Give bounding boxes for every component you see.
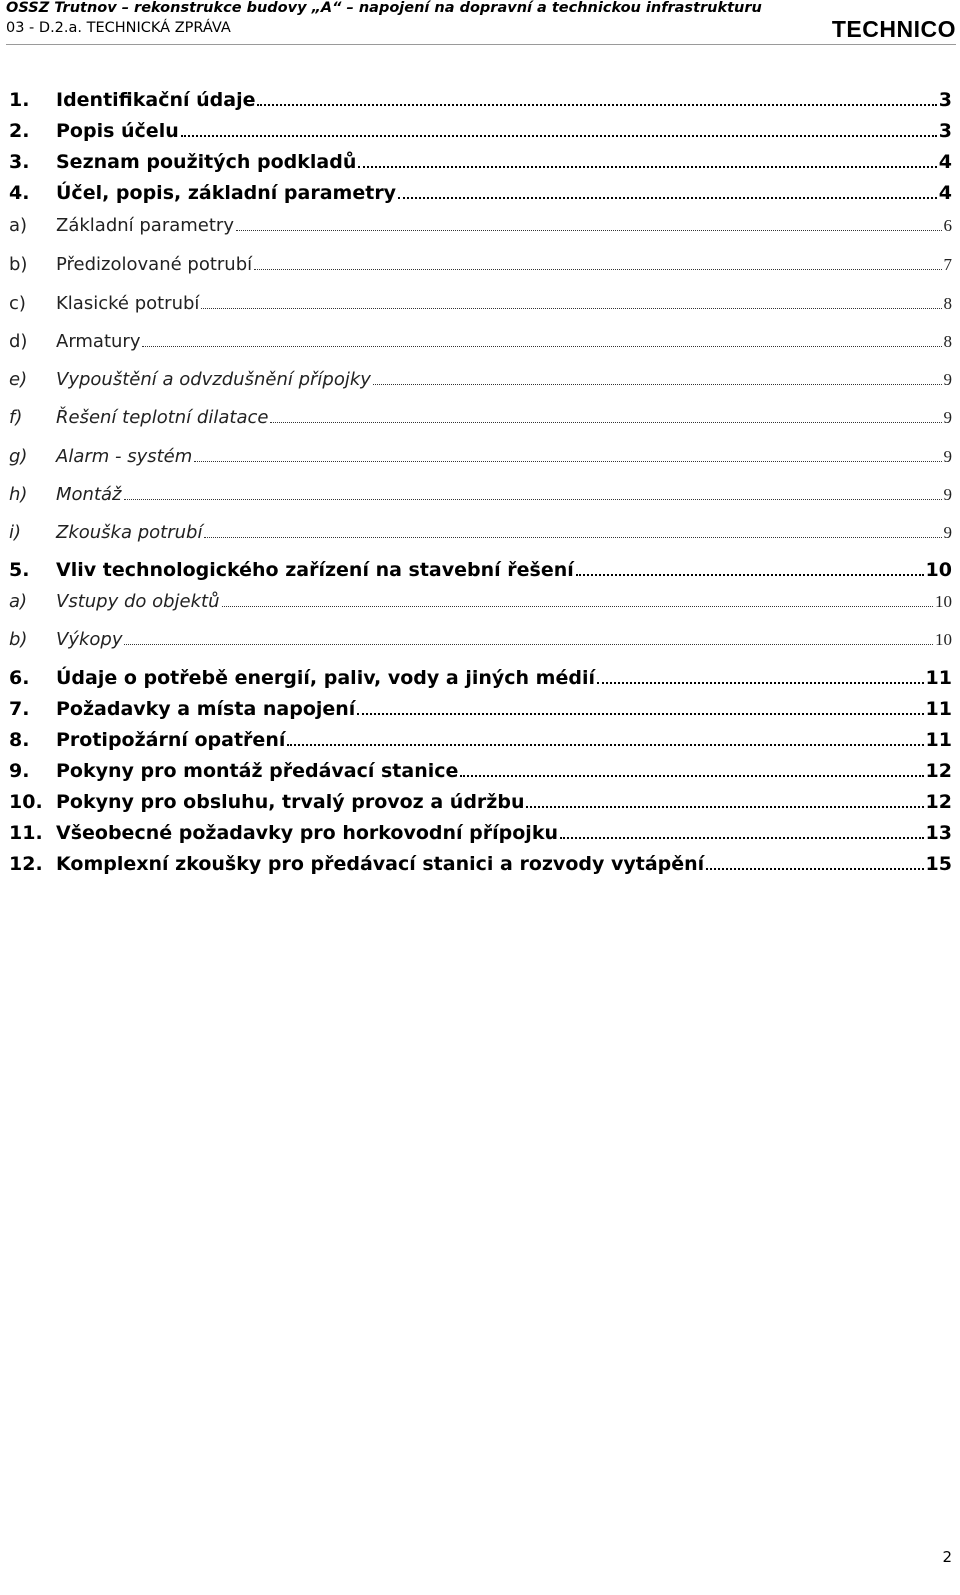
toc-entry-title: Montáž	[56, 484, 122, 505]
toc-entry-number: 9.	[9, 760, 30, 782]
toc-entry-page: 7	[943, 255, 952, 274]
toc-leader-dots	[287, 744, 923, 746]
toc-entry-number: e)	[9, 369, 28, 390]
toc-leader-dots	[257, 104, 936, 106]
toc-entry-page: 8	[943, 294, 952, 313]
toc-entry-title: Údaje o potřebě energií, paliv, vody a jiných médií	[56, 667, 595, 689]
toc-entry-page: 3	[938, 120, 952, 142]
toc-entry-title: Vypouštění a odvzdušnění přípojky	[56, 369, 371, 390]
toc-entry[interactable]	[9, 89, 952, 111]
toc-entry[interactable]	[9, 484, 952, 505]
toc-entry-title: Komplexní zkoušky pro předávací stanici a rozvody vytápění	[56, 853, 705, 875]
toc-entry-number: b)	[9, 254, 28, 275]
toc-entry-number: 7.	[9, 698, 30, 720]
toc-entry[interactable]	[9, 293, 952, 314]
toc-leader-dots	[560, 837, 924, 839]
toc-entry-page: 6	[943, 216, 952, 235]
toc-leader-dots	[194, 461, 941, 462]
toc-entry[interactable]	[9, 559, 952, 581]
toc-entry[interactable]	[9, 729, 952, 751]
toc-entry-title: Alarm - systém	[56, 446, 193, 467]
toc-leader-dots	[236, 230, 942, 231]
toc-entry[interactable]	[9, 331, 952, 352]
toc-entry[interactable]	[9, 591, 952, 612]
toc-leader-dots	[201, 308, 941, 309]
toc-entry-title: Protipožární opatření	[56, 729, 286, 751]
toc-entry-page: 10	[925, 559, 952, 581]
toc-leader-dots	[270, 422, 941, 423]
toc-entry-title: Identifikační údaje	[56, 89, 256, 111]
toc-entry-page: 8	[943, 332, 952, 351]
toc-entry[interactable]	[9, 629, 952, 650]
toc-leader-dots	[124, 499, 942, 500]
toc-entry-title: Pokyny pro montáž předávací stanice	[56, 760, 459, 782]
toc-entry-title: Všeobecné požadavky pro horkovodní přípojku	[56, 822, 558, 844]
toc-entry[interactable]	[9, 822, 952, 844]
toc-entry-number: 8.	[9, 729, 30, 751]
toc-entry-page: 11	[925, 698, 952, 720]
toc-entry-number: 3.	[9, 151, 30, 173]
toc-leader-dots	[373, 384, 942, 385]
toc-entry-title: Klasické potrubí	[56, 293, 200, 314]
toc-entry-number: 2.	[9, 120, 30, 142]
toc-entry-page: 15	[925, 853, 952, 875]
toc-entry-title: Vliv technologického zařízení na stavební řešení	[56, 559, 574, 581]
document-title: 03 - D.2.a. TECHNICKÁ ZPRÁVA	[6, 20, 231, 36]
toc-entry[interactable]	[9, 853, 952, 875]
toc-leader-dots	[222, 606, 933, 607]
toc-entry[interactable]	[9, 667, 952, 689]
toc-leader-dots	[460, 775, 923, 777]
toc-entry-title: Předizolované potrubí	[56, 254, 253, 275]
toc-entry-title: Pokyny pro obsluhu, trvalý provoz a údržbu	[56, 791, 525, 813]
toc-entry-number: g)	[9, 446, 28, 467]
toc-entry-title: Základní parametry	[56, 215, 234, 236]
toc-entry[interactable]	[9, 254, 952, 275]
toc-entry-title: Požadavky a místa napojení	[56, 698, 356, 720]
toc-entry[interactable]	[9, 182, 952, 204]
toc-entry-number: 6.	[9, 667, 30, 689]
toc-entry-page: 9	[943, 523, 952, 542]
toc-entry[interactable]	[9, 120, 952, 142]
toc-entry-number: a)	[9, 591, 28, 612]
toc-entry-page: 4	[938, 151, 952, 173]
toc-entry-number: 11.	[9, 822, 43, 844]
toc-entry-page: 10	[935, 592, 952, 611]
toc-leader-dots	[142, 346, 941, 347]
toc-entry[interactable]	[9, 215, 952, 236]
toc-entry-number: h)	[9, 484, 28, 505]
toc-entry-number: a)	[9, 215, 28, 236]
toc-entry-title: Popis účelu	[56, 120, 179, 142]
toc-entry-title: Seznam použitých podkladů	[56, 151, 357, 173]
toc-entry-page: 12	[925, 760, 952, 782]
toc-leader-dots	[398, 197, 937, 199]
toc-entry-page: 4	[938, 182, 952, 204]
toc-entry[interactable]	[9, 446, 952, 467]
toc-leader-dots	[597, 682, 924, 684]
toc-entry-number: i)	[9, 522, 22, 543]
toc-leader-dots	[526, 806, 923, 808]
toc-entry-page: 11	[925, 667, 952, 689]
toc-leader-dots	[358, 166, 936, 168]
toc-entry[interactable]	[9, 698, 952, 720]
toc-leader-dots	[204, 537, 941, 538]
page-number: 2	[942, 1548, 952, 1566]
toc-leader-dots	[254, 269, 941, 270]
toc-leader-dots	[181, 135, 937, 137]
toc-entry-number: b)	[9, 629, 28, 650]
toc-entry-number: c)	[9, 293, 26, 314]
project-title: OSSZ Trutnov – rekonstrukce budovy „A“ – napojení na dopravní a technickou infrastrukturu	[6, 0, 762, 16]
toc-leader-dots	[357, 713, 923, 715]
toc-entry[interactable]	[9, 760, 952, 782]
toc-entry-page: 9	[943, 447, 952, 466]
toc-entry-page: 13	[925, 822, 952, 844]
toc-entry-title: Vstupy do objektů	[56, 591, 220, 612]
toc-entry-number: f)	[9, 407, 23, 428]
toc-entry-page: 9	[943, 370, 952, 389]
toc-entry-title: Zkouška potrubí	[56, 522, 203, 543]
toc-entry-number: 12.	[9, 853, 43, 875]
toc-entry[interactable]	[9, 522, 952, 543]
toc-entry-page: 3	[938, 89, 952, 111]
toc-entry-title: Armatury	[56, 331, 141, 352]
toc-leader-dots	[576, 574, 924, 576]
toc-entry-page: 9	[943, 408, 952, 427]
toc-entry-number: 5.	[9, 559, 30, 581]
header-divider	[6, 44, 956, 45]
toc-entry-title: Účel, popis, základní parametry	[56, 182, 397, 204]
toc-entry-title: Řešení teplotní dilatace	[56, 407, 269, 428]
toc-leader-dots	[124, 644, 933, 645]
toc-leader-dots	[706, 868, 923, 870]
toc-entry-number: 10.	[9, 791, 43, 813]
toc-entry-number: 1.	[9, 89, 30, 111]
toc-entry-page: 11	[925, 729, 952, 751]
toc-entry-page: 9	[943, 485, 952, 504]
brand-logo: TECHNICO	[831, 16, 956, 42]
toc-entry-number: d)	[9, 331, 28, 352]
toc-entry-number: 4.	[9, 182, 30, 204]
toc-entry[interactable]	[9, 369, 952, 390]
toc-entry[interactable]	[9, 791, 952, 813]
page-header	[6, 0, 956, 44]
toc-entry[interactable]	[9, 151, 952, 173]
toc-entry[interactable]	[9, 407, 952, 428]
toc-entry-title: Výkopy	[56, 629, 123, 650]
toc-entry-page: 12	[925, 791, 952, 813]
toc-entry-page: 10	[935, 630, 952, 649]
